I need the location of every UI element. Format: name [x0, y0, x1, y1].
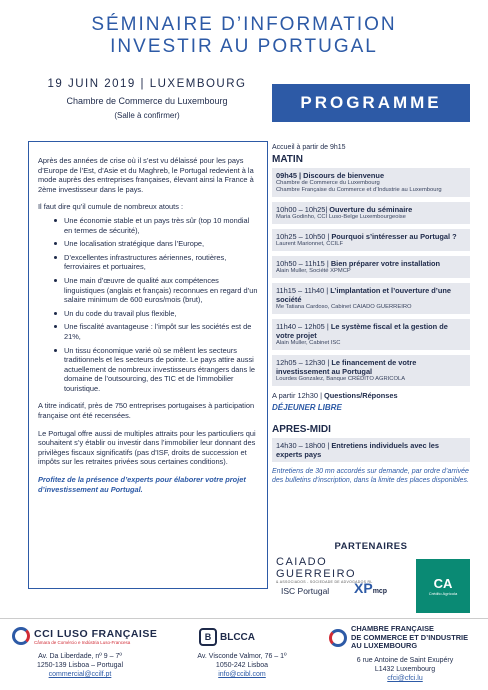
ccilf-logo [12, 627, 157, 645]
intro-paragraph-4: Le Portugal offre aussi de multiples attraits pour les particuliers qui souhaitent s’y établir ou investir dans l’immobilier leur donnant des privilèges fiscaux significatifs (pas d’ISF, droits de succession et impôts sur les retraites privées sous certaines conditions). [38, 428, 256, 467]
item-speaker: Lourdes Gonzalez, Banque CRÉDITO AGRICOLA [276, 376, 406, 382]
item-time: 11h15 – 11h40 | [276, 286, 331, 295]
item-title: L’implantation et l’ouverture d’une société [276, 286, 451, 304]
list-item: Un tissu économique varié où se mêlent les secteurs traditionnels et les secteurs de pointe. Le pays attire aussi actuellement de nombreux investisseurs étrangers dans le domaine de l’outsourcing, des TIC et de l’immobilier touristique. [54, 346, 258, 394]
item-title: Ouverture du séminaire [329, 205, 413, 214]
list-item: Une fiscalité avantageuse : l’impôt sur les sociétés est de 21%, [54, 322, 258, 341]
list-item: Une main d’œuvre de qualité aux compétences linguistiques (anglais et français) reconnues en regard d’un salaire minimum de 600 euros/mois (brut), [54, 276, 258, 305]
item-time: 09h45 | [276, 171, 304, 180]
programme-item [272, 319, 470, 350]
address-line: 6 rue Antoine de Saint Exupéry [356, 657, 454, 664]
xp-suffix: mcp [372, 588, 388, 595]
qa-title: Questions/Réponses [324, 391, 398, 400]
cfcil-email-link[interactable]: cfci@cfci.lu [387, 675, 423, 682]
cfcil-name-2: DE COMMERCE ET D’INDUSTRIE [351, 632, 469, 642]
xpmcp-logo [354, 580, 387, 596]
programme-item [272, 355, 470, 386]
title-line-2: INVESTIR AU PORTUGAL [110, 36, 378, 57]
item-time: 10h00 – 10h25| [276, 205, 330, 214]
event-date: 19 JUIN 2019 | LUXEMBOURG [47, 78, 247, 90]
blcca-name: BLCCA [220, 631, 255, 643]
item-title: Pourquoi s’intéresser au Portugal ? [331, 232, 457, 241]
item-time: 14h30 – 18h00 | [276, 441, 332, 450]
intro-paragraph-1: Après des années de crise où il s’est vu délaissé pour les pays d’Europe de l’Est, d’Asie et du Maghreb, le Portugal redevient à la mode auprès des entreprises françaises, élevant ainsi la France à 2ème investisseur dans le pays. [38, 156, 254, 194]
cfcil-address [330, 656, 480, 683]
intro-paragraph-2: Il faut dire qu’il cumule de nombreux atouts : [38, 202, 184, 212]
ca-sub: Crédito Agrícola [428, 591, 458, 596]
apres-midi-heading: APRES-MIDI [272, 424, 331, 435]
qa-line [272, 391, 470, 400]
event-venue: Chambre de Commerce du Luxembourg [66, 96, 228, 106]
ca-mark: CA [433, 576, 453, 591]
item-time: 10h25 – 10h50 | [276, 232, 332, 241]
blcca-email-link[interactable]: info@ccibl.com [218, 671, 266, 678]
item-title: Entretiens individuels avec les experts pays [276, 441, 439, 459]
matin-heading: MATIN [272, 154, 303, 165]
item-speaker: Alain Muller, Cabinet ISC [276, 340, 341, 346]
ccilf-name: CCI LUSO FRANÇAISE [34, 627, 158, 640]
item-title: Discours de bienvenue [303, 171, 385, 180]
item-title: Le système fiscal et la gestion de votre projet [276, 322, 448, 340]
call-to-action: Profitez de la présence d’experts pour élaborer votre projet d’investissement au Portugal. [38, 475, 246, 494]
list-item: Une économie stable et un pays très sûr (top 10 mondial en termes de sécurité), [54, 216, 258, 235]
isc-portugal-logo: ISC Portugal [281, 586, 330, 596]
dejeuner-label: DÉJEUNER LIBRE [272, 403, 342, 412]
item-speaker: Me Tatiana Cardoso, Cabinet CAIADO GUERREIRO [276, 304, 412, 310]
credito-agricola-logo [416, 559, 470, 613]
address-line: L1432 Luxembourg [374, 666, 436, 673]
ccilf-sub: Câmara de Comércio e Indústria Luso-Francesa [34, 639, 131, 645]
cfcil-name-3: AU LUXEMBOURG [351, 641, 418, 650]
accueil-text: Accueil à partir de 9h15 [272, 144, 346, 151]
venue-note: (Salle à confirmer) [114, 111, 180, 120]
list-item: Un du code du travail plus flexible, [54, 309, 258, 319]
address-line: Av. Da Liberdade, nº 9 – 7º [38, 653, 122, 660]
blcca-icon: B [199, 628, 217, 646]
item-speaker: Chambre de Commerce du Luxembourg [276, 180, 380, 186]
partners-heading: PARTENAIRES [334, 541, 408, 552]
item-title: Le financement de votre investissement au Portugal [276, 358, 417, 376]
ccilf-address [10, 652, 150, 679]
item-time: 12h05 – 12h30 | [276, 358, 332, 367]
intro-paragraph-3: A titre indicatif, près de 750 entreprises portugaises à participation française ont été recensées. [38, 401, 255, 421]
caiado-sub: & ASSOCIADOS - SOCIEDADE DE ADVOGADOS RL [276, 580, 373, 584]
page-title [0, 14, 488, 58]
item-speaker-2: Chambre Française du Commerce et d’Industrie au Luxembourg [276, 187, 442, 193]
apres-midi-note: Entretiens de 30 mn accordés sur demande, par ordre d’arrivée des bulletins d’inscription, dans la limite des places disponibles. [272, 468, 469, 484]
item-speaker: Alain Muller, Société XPMCP [276, 268, 351, 274]
cfcil-icon [329, 629, 347, 647]
blcca-address [172, 652, 312, 679]
item-time: 11h40 – 12h05 | [276, 322, 331, 331]
programme-item [272, 229, 470, 251]
ccilf-email-link[interactable]: commercial@ccilf.pt [48, 671, 112, 678]
qa-time: A partir 12h30 | [272, 391, 325, 400]
programme-item [272, 283, 470, 314]
footer-divider [0, 618, 488, 619]
programme-column [272, 141, 470, 485]
item-time: 10h50 – 11h15 | [276, 259, 331, 268]
programme-item [272, 168, 470, 197]
programme-item [272, 438, 470, 462]
intro-box [28, 141, 268, 589]
programme-header: PROGRAMME [272, 84, 470, 122]
address-line: 1250-139 Lisboa – Portugal [36, 662, 123, 669]
address-line: 1050-242 Lisboa [215, 662, 269, 669]
item-speaker: Laurent Marionnet, CCILF [276, 241, 344, 247]
list-item: D’excellentes infrastructures aériennes, routières, ferroviaires et portuaires, [54, 253, 258, 272]
ccilf-icon [12, 627, 30, 645]
atouts-list [54, 216, 258, 394]
caiado-name: CAIADO GUERREIRO [276, 556, 357, 580]
cfcil-name-1: CHAMBRE FRANÇAISE [351, 624, 434, 633]
item-title: Bien préparer votre installation [330, 259, 441, 268]
address-line: Av. Visconde Valmor, 76 – 1º [197, 653, 287, 660]
blcca-logo [199, 628, 255, 646]
programme-item [272, 202, 470, 224]
xp-mark: XP [354, 580, 373, 596]
item-speaker: Maria Godinho, CCI Luso-Belge Luxembourgeoise [276, 214, 406, 220]
programme-item [272, 256, 470, 278]
list-item: Une localisation stratégique dans l’Europe, [54, 239, 258, 249]
title-line-1: SÉMINAIRE D’INFORMATION [91, 14, 397, 35]
cfcil-logo [329, 625, 468, 651]
